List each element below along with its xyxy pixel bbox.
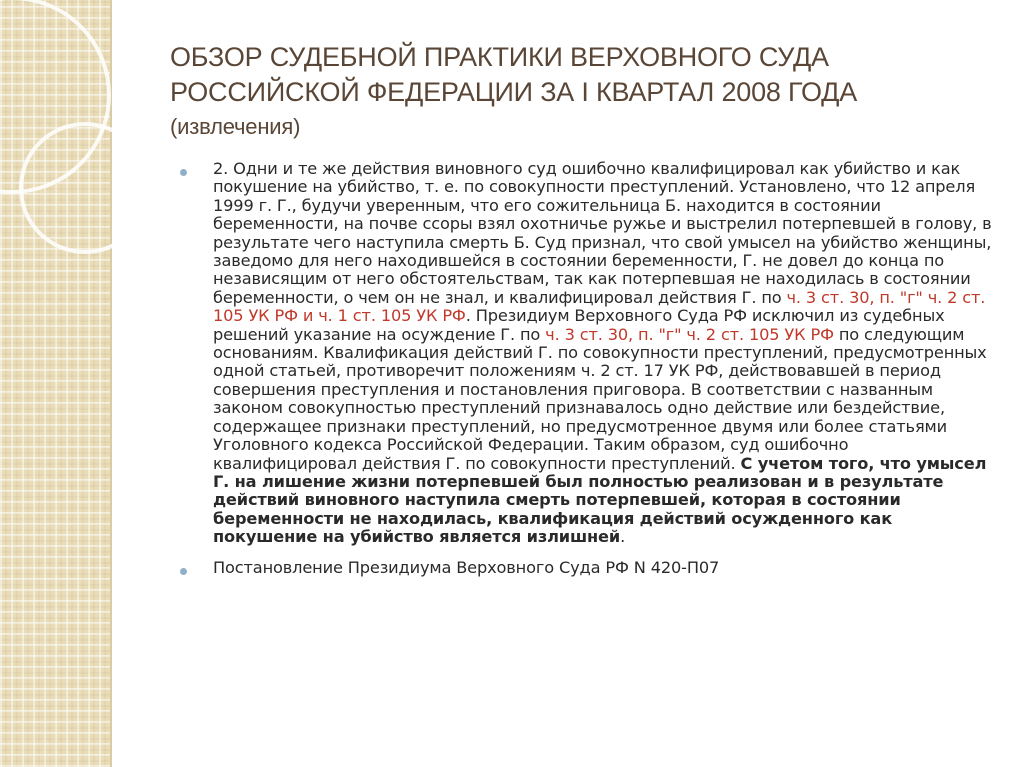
paragraph-conclusion: С учетом того, что умысел Г. на лишение жизни потерпевшей был полностью реализован и в результате действий виновного наступила смерть потерпевшей, которая в состоянии беременности не находилась, квалификация действий осужденного как покушение на убийство является излишней — [213, 453, 987, 547]
bullet-dot-icon — [180, 568, 187, 575]
paragraph-end: . — [620, 527, 626, 547]
bullet-paragraph — [213, 160, 995, 547]
law-reference-2: ч. 3 ст. 30, п. "г" ч. 2 ст. 105 УК РФ — [545, 324, 834, 344]
slide-content — [180, 160, 995, 577]
title-line-1: ОБЗОР СУДЕБНОЙ ПРАКТИКИ ВЕРХОВНОГО СУДА — [170, 42, 829, 72]
title-line-2: РОССИЙСКОЙ ФЕДЕРАЦИИ ЗА I КВАРТАЛ 2008 ГОДА — [170, 77, 858, 107]
decorative-ring-large — [0, 0, 109, 192]
bullet-dot-icon — [180, 169, 187, 176]
decorative-rings — [0, 0, 130, 260]
source-reference: Постановление Президиума Верховного Суда РФ N 420-П07 — [213, 557, 720, 577]
paragraph-intro: 2. Одни и те же действия виновного суд ошибочно квалифицировал как убийство и как покушение на убийство, т. е. по совокупности преступлений. Установлено, что 12 апреля 1999 г. Г., будучи уверенным, что его сожительница Б. находится в состоянии беременности, на почве ссоры взял охотничье ружье и выстрелил потерпевшей в голову, в результате чего наступила смерть Б. Суд признал, что свой умысел на убийство женщины, заведомо для него находившейся в состоянии беременности, Г. не довел до конца по независящим от него обстоятельствам, так как потерпевшая не находилась в состоянии беременности, о чем он не знал, и квалифицировал действия Г. по — [213, 159, 992, 307]
law-reference-1: ч. 3 ст. 30, п. "г" ч. 2 ст. 105 УК РФ и ч. 1 ст. 105 УК РФ — [213, 287, 986, 326]
title-subtitle: (извлечения) — [170, 114, 301, 139]
paragraph-middle-2: по следующим основаниям. Квалификация действий Г. по совокупности преступлений, предусмотренных одной статьей, противоречит положениям ч. 2 ст. 17 УК РФ, действовавшей в период совершения преступления и постановления приговора. В соответствии с названным законом совокупностью преступлений признавалось одно действие или бездействие, содержащее признаки преступлений, но предусмотренное двумя или более статьями Уголовного кодекса Российской Федерации. Таким образом, суд ошибочно квалифицировал действия Г. по совокупности преступлений. — [213, 324, 987, 473]
page-title — [170, 40, 970, 144]
list-item — [180, 160, 995, 547]
paragraph-middle-1: . Президиум Верховного Суда РФ исключил из судебных решений указание на осуждение Г. по — [213, 306, 945, 344]
list-item — [180, 559, 995, 577]
